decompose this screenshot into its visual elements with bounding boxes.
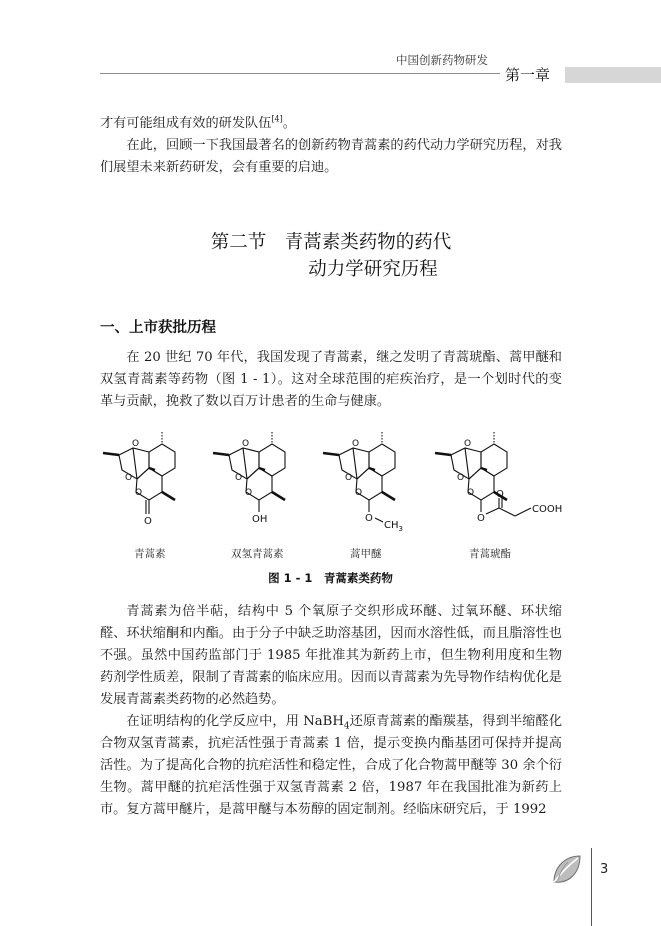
- ring-o: O: [125, 473, 133, 483]
- molecule-artesunate: [435, 432, 531, 516]
- reference-mark: [4]: [271, 114, 283, 124]
- page-number: 3: [600, 862, 609, 877]
- ring-o: O: [457, 473, 465, 483]
- structure-block: [100, 601, 562, 821]
- derivatives-text-b: 还原青蒿素的酯羰基，得到半缩醛化合物双氢青蒿素，抗疟活性强于青蒿素 1 倍，提示变换内酯基团可保持并提高活性。为了提高化合物的抗疟活性和稳定性，合成了化合物蒿甲醚等 30 余个衍生物。蒿甲醚的抗疟活性强于双氢青蒿素 2 倍，1987 年在我国批准为新药上市。复方蒿甲醚片，是蒿甲醚与本芴醇的固定制剂。经临床研究后，于 1992: [100, 714, 563, 817]
- ring-o: O: [345, 473, 353, 483]
- ring-o: O: [242, 439, 250, 449]
- running-header-chapter: 第一章: [505, 66, 551, 84]
- molecule-label: 双氢青蒿素: [231, 548, 284, 560]
- artemisinin-structures-figure: [95, 428, 575, 558]
- section-title-line1: 第二节 青蒿素类药物的药代: [210, 232, 452, 253]
- history-paragraph: 在 20 世纪 70 年代，我国发现了青蒿素，继之发明了青蒿琥酯、蒿甲醚和双氢青蒿素等药物（图 1 - 1）。这对全球范围的疟疾治疗，是一个划时代的变革与贡献，挽救了数以百万计患者的生命与健康。: [100, 350, 562, 409]
- intro-line-end: 。: [282, 116, 296, 131]
- ring-o: O: [235, 473, 243, 483]
- subscript: 4: [343, 721, 350, 732]
- subsection-heading: 一、上市获批历程: [100, 320, 216, 336]
- header-gray-bar: [565, 67, 661, 83]
- intro-line: [100, 113, 562, 135]
- intro-line-text: 才有可能组成有效的研发队伍: [100, 116, 272, 131]
- ring-o: O: [467, 488, 475, 498]
- substituent-labels: [144, 489, 562, 533]
- substituent-carbonyl-o: O: [496, 489, 504, 500]
- section-title-line2: 动力学研究历程: [308, 259, 438, 280]
- ring-o: O: [245, 488, 253, 498]
- derivatives-text-a: 在证明结构的化学反应中，用 NaBH: [126, 714, 344, 729]
- leaf-logo-icon: [548, 852, 584, 888]
- substituent-ester-o: O: [477, 513, 485, 524]
- substituent-methyl: $CH_3$: [384, 520, 403, 533]
- substituent-ether-o: O: [365, 513, 373, 524]
- ring-o: O: [355, 488, 363, 498]
- molecule-label: 青蒿琥酯: [469, 548, 511, 560]
- derivatives-paragraph: [100, 711, 562, 821]
- figure-caption: 图 1 - 1 青蒿素类药物: [268, 571, 393, 585]
- intro-paragraph: 在此，回顾一下我国最著名的创新药物青蒿素的药代动力学研究历程，对我们展望未来新药研发，会有重要的启迪。: [100, 138, 562, 175]
- header-rule: [100, 73, 500, 74]
- substituent-oh: OH: [252, 514, 268, 525]
- intro-block: [100, 113, 562, 179]
- section-title: [100, 229, 562, 283]
- structure-paragraph: 青蒿素为倍半萜，结构中 5 个氧原子交织形成环醚、过氧环醚、环状缩醛、环状缩酮和内酯。由于分子中缺乏助溶基团，因而水溶性低，而且脂溶性也不强。虽然中国药监部门于 1985 年批准其为新药上市，但生物利用度和生物药剂学性质差，限制了青蒿素的临床应用。因而以青蒿素为先导物作结构优化是发展青蒿素类药物的必然趋势。: [100, 604, 562, 707]
- ring-o: O: [464, 439, 472, 449]
- ring-o: O: [352, 439, 360, 449]
- footer-divider: [591, 848, 592, 926]
- substituent-carbonyl-o: O: [144, 516, 152, 527]
- history-block: [100, 347, 562, 413]
- ring-o: O: [135, 488, 143, 498]
- molecule-label: 青蒿素: [134, 548, 166, 560]
- substituent-cooh: COOH: [532, 504, 563, 515]
- ring-o: O: [132, 439, 140, 449]
- running-header-book-title: 中国创新药物研发: [396, 53, 488, 67]
- molecule-label: 蒿甲醚: [350, 548, 382, 560]
- ring-oxygen-labels: [125, 439, 474, 498]
